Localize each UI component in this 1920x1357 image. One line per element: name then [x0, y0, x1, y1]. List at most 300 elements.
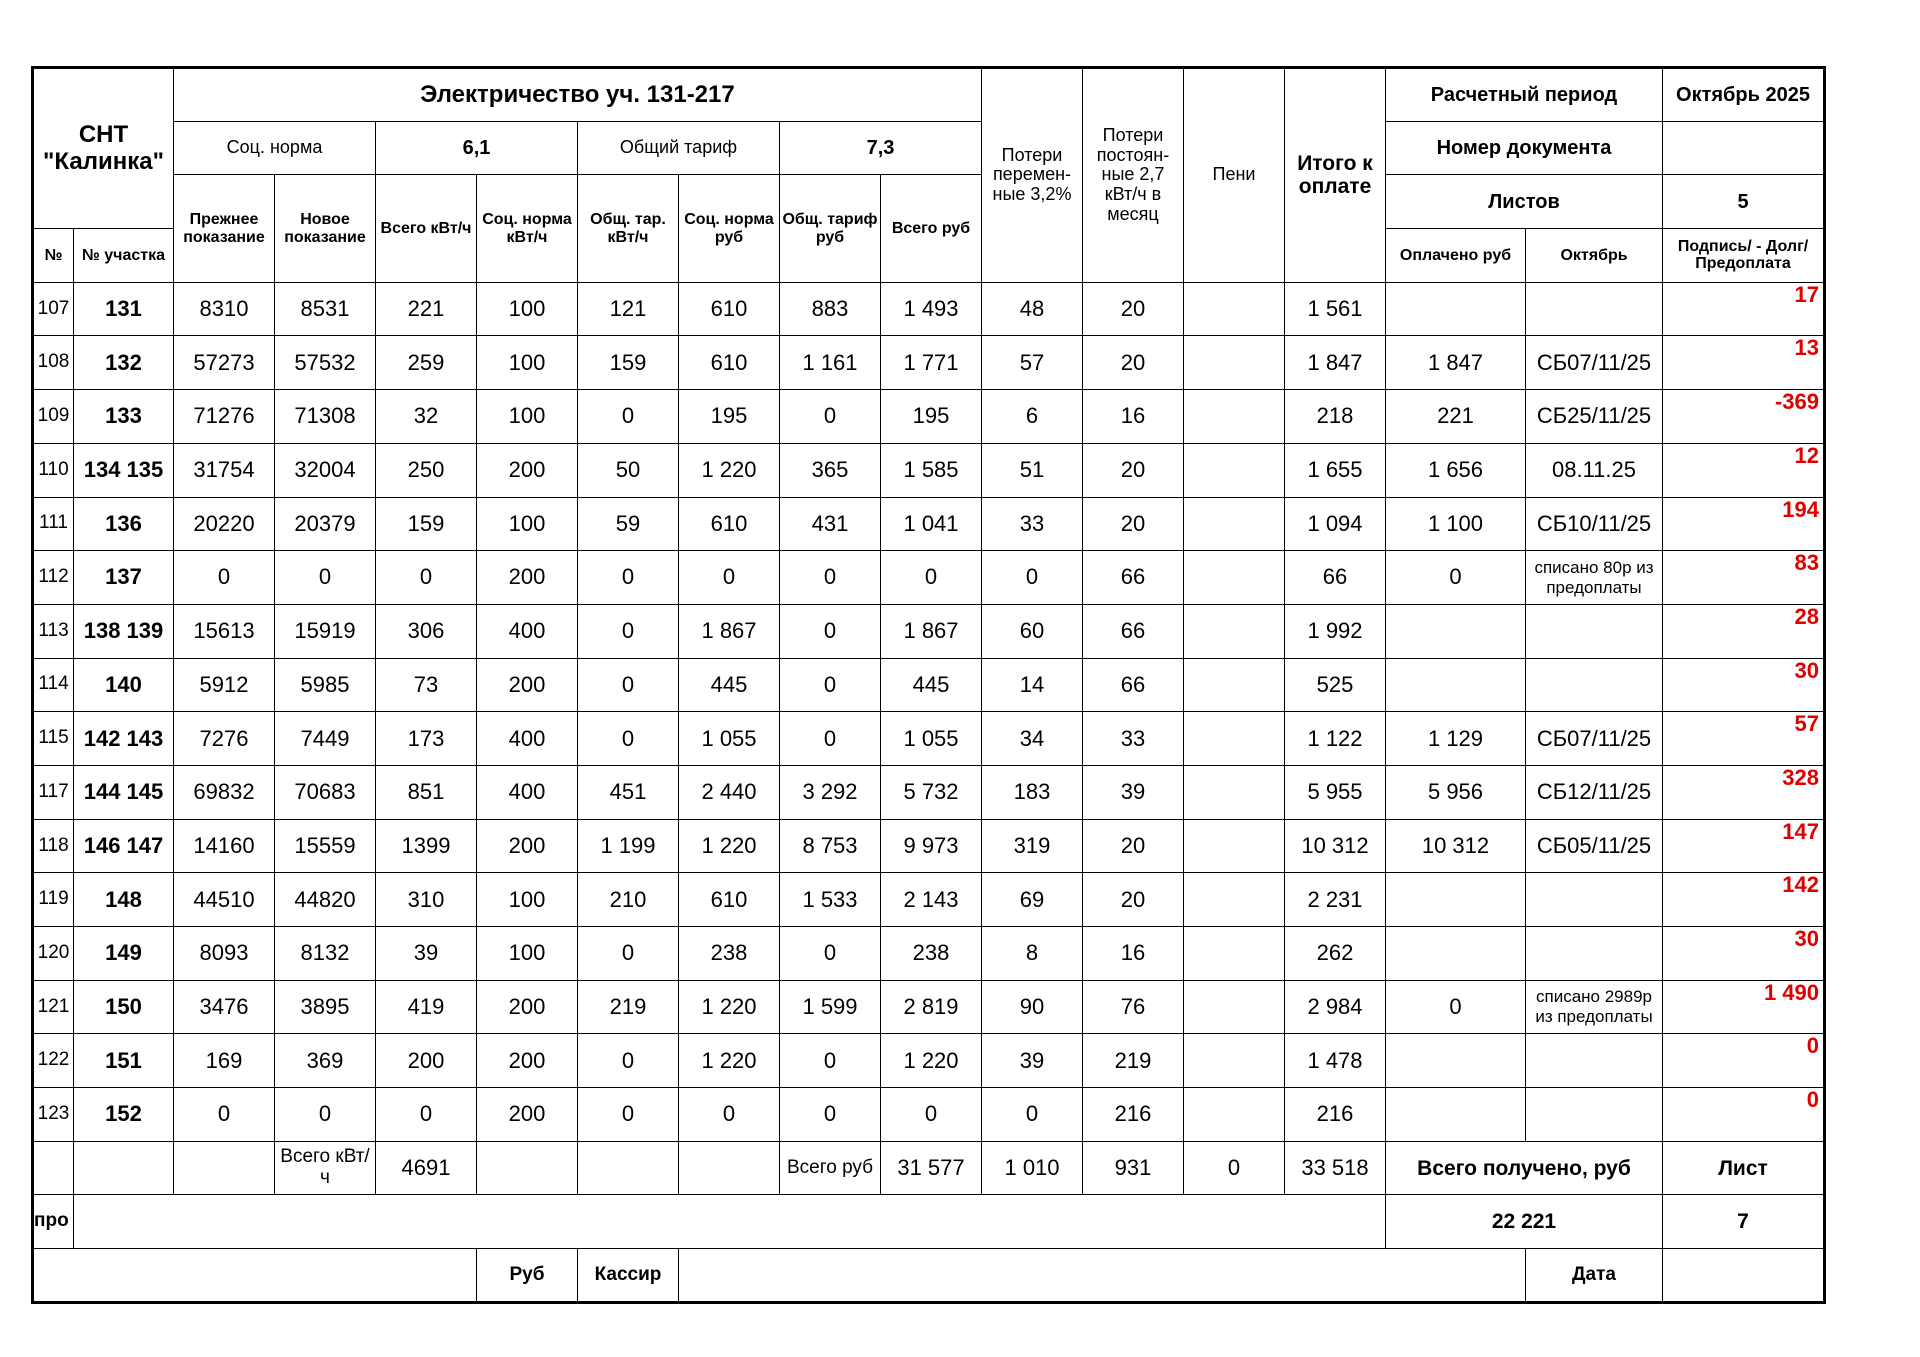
col-new-reading: Новое показание	[275, 175, 376, 282]
total-due: 216	[1285, 1088, 1386, 1142]
new-reading: 0	[275, 1088, 376, 1142]
prev-reading: 71276	[174, 390, 275, 444]
losses-const: 20	[1083, 873, 1184, 927]
total-kwh: 419	[376, 980, 477, 1034]
losses-const: 33	[1083, 712, 1184, 766]
gen-kwh: 0	[578, 390, 679, 444]
total-kwh: 310	[376, 873, 477, 927]
total-due: 218	[1285, 390, 1386, 444]
col-prev-reading: Прежнее показание	[174, 175, 275, 282]
new-reading: 5985	[275, 658, 376, 712]
soc-norm-value: 6,1	[376, 121, 578, 175]
paid-rub: 1 129	[1386, 712, 1526, 766]
total-rub: 0	[881, 551, 982, 605]
table-row	[33, 336, 1825, 390]
header-total-due: Итого к оплате	[1285, 68, 1386, 283]
signature-blank	[33, 1249, 477, 1303]
penalty	[1184, 551, 1285, 605]
soc-rub: 2 440	[679, 765, 780, 819]
table-row	[33, 873, 1825, 927]
gen-kwh: 59	[578, 497, 679, 551]
col-soc-kwh: Соц. норма кВт/ч	[477, 175, 578, 282]
payment-note	[1526, 604, 1663, 658]
total-due: 2 231	[1285, 873, 1386, 927]
payment-note: СБ10/11/25	[1526, 497, 1663, 551]
losses-var: 39	[982, 1034, 1083, 1088]
soc-rub: 1 220	[679, 1034, 780, 1088]
balance: 83	[1663, 551, 1825, 605]
balance: 194	[1663, 497, 1825, 551]
plot-number: 132	[74, 336, 174, 390]
total-kwh: 159	[376, 497, 477, 551]
payment-note: списано 2989р из предоплаты	[1526, 980, 1663, 1034]
total-due: 1 992	[1285, 604, 1386, 658]
losses-var: 8	[982, 927, 1083, 981]
period-label: Расчетный период	[1386, 68, 1663, 122]
totals-kwh: 4691	[376, 1141, 477, 1195]
soc-kwh: 200	[477, 1088, 578, 1142]
losses-const: 39	[1083, 765, 1184, 819]
balance: 28	[1663, 604, 1825, 658]
sheet-number: 7	[1663, 1195, 1825, 1249]
soc-norm-label: Соц. норма	[174, 121, 376, 175]
empty-cell	[578, 1141, 679, 1195]
totals-kwh-label: Всего кВт/ч	[275, 1141, 376, 1195]
soc-rub: 238	[679, 927, 780, 981]
total-rub: 2 819	[881, 980, 982, 1034]
totals-rub: 31 577	[881, 1141, 982, 1195]
total-kwh: 306	[376, 604, 477, 658]
prev-reading: 5912	[174, 658, 275, 712]
losses-const: 20	[1083, 819, 1184, 873]
total-due: 1 847	[1285, 336, 1386, 390]
soc-kwh: 400	[477, 712, 578, 766]
paid-rub	[1386, 1088, 1526, 1142]
gen-kwh: 0	[578, 551, 679, 605]
org-name: СНТ "Калинка"	[33, 68, 174, 229]
gen-rub: 0	[780, 712, 881, 766]
new-reading: 8132	[275, 927, 376, 981]
losses-const: 20	[1083, 282, 1184, 336]
paid-rub	[1386, 282, 1526, 336]
total-due: 1 655	[1285, 443, 1386, 497]
plot-number: 137	[74, 551, 174, 605]
penalty	[1184, 282, 1285, 336]
gen-kwh: 451	[578, 765, 679, 819]
total-due: 1 561	[1285, 282, 1386, 336]
penalty	[1184, 712, 1285, 766]
soc-rub: 1 055	[679, 712, 780, 766]
total-rub: 195	[881, 390, 982, 444]
soc-rub: 1 867	[679, 604, 780, 658]
new-reading: 7449	[275, 712, 376, 766]
gen-kwh: 121	[578, 282, 679, 336]
total-rub: 445	[881, 658, 982, 712]
plot-number: 149	[74, 927, 174, 981]
losses-var: 90	[982, 980, 1083, 1034]
totals-penalty: 0	[1184, 1141, 1285, 1195]
losses-var: 57	[982, 336, 1083, 390]
total-due: 66	[1285, 551, 1386, 605]
received-label: Всего получено, руб	[1386, 1141, 1663, 1195]
gen-rub: 0	[780, 551, 881, 605]
prev-reading: 20220	[174, 497, 275, 551]
gen-rub: 1 161	[780, 336, 881, 390]
table-row	[33, 282, 1825, 336]
paid-rub: 5 956	[1386, 765, 1526, 819]
paid-rub: 0	[1386, 551, 1526, 605]
total-due: 2 984	[1285, 980, 1386, 1034]
total-rub: 1 041	[881, 497, 982, 551]
prev-reading: 69832	[174, 765, 275, 819]
table-row	[33, 712, 1825, 766]
gen-kwh: 0	[578, 1034, 679, 1088]
losses-const: 66	[1083, 551, 1184, 605]
plot-number: 136	[74, 497, 174, 551]
balance: 17	[1663, 282, 1825, 336]
plot-number: 142 143	[74, 712, 174, 766]
paid-rub: 0	[1386, 980, 1526, 1034]
balance: 30	[1663, 927, 1825, 981]
total-kwh: 1399	[376, 819, 477, 873]
plot-number: 138 139	[74, 604, 174, 658]
table-row	[33, 443, 1825, 497]
penalty	[1184, 980, 1285, 1034]
sheet-title: Электричество уч. 131-217	[174, 68, 982, 122]
gen-rub: 0	[780, 1034, 881, 1088]
gen-kwh: 0	[578, 1088, 679, 1142]
gen-rub: 1 533	[780, 873, 881, 927]
losses-const: 20	[1083, 497, 1184, 551]
gen-kwh: 1 199	[578, 819, 679, 873]
losses-var: 60	[982, 604, 1083, 658]
losses-const: 76	[1083, 980, 1184, 1034]
losses-const: 16	[1083, 927, 1184, 981]
penalty	[1184, 497, 1285, 551]
empty-cell	[33, 1141, 74, 1195]
losses-var: 51	[982, 443, 1083, 497]
row-number: 107	[33, 282, 74, 336]
cashier-label: Кассир	[578, 1249, 679, 1303]
balance: 328	[1663, 765, 1825, 819]
table-row	[33, 819, 1825, 873]
total-kwh: 200	[376, 1034, 477, 1088]
totals-due: 33 518	[1285, 1141, 1386, 1195]
balance: 30	[1663, 658, 1825, 712]
empty-cell	[477, 1141, 578, 1195]
payment-note	[1526, 927, 1663, 981]
row-number: 114	[33, 658, 74, 712]
new-reading: 70683	[275, 765, 376, 819]
footer-blank	[74, 1195, 1386, 1249]
plot-number: 144 145	[74, 765, 174, 819]
table-row	[33, 1034, 1825, 1088]
gen-rub: 365	[780, 443, 881, 497]
total-kwh: 0	[376, 1088, 477, 1142]
col-gen-rub: Общ. тариф руб	[780, 175, 881, 282]
empty-cell	[74, 1141, 174, 1195]
plot-number: 151	[74, 1034, 174, 1088]
penalty	[1184, 390, 1285, 444]
soc-rub: 610	[679, 336, 780, 390]
gen-kwh: 0	[578, 604, 679, 658]
row-number: 115	[33, 712, 74, 766]
payment-note: списано 80р из предоплаты	[1526, 551, 1663, 605]
total-kwh: 250	[376, 443, 477, 497]
losses-const: 219	[1083, 1034, 1184, 1088]
soc-kwh: 200	[477, 819, 578, 873]
col-sign: Подпись/ - Долг/Предоплата	[1663, 229, 1825, 283]
doc-number-label: Номер документа	[1386, 121, 1663, 175]
total-kwh: 851	[376, 765, 477, 819]
soc-rub: 0	[679, 1088, 780, 1142]
prev-reading: 8093	[174, 927, 275, 981]
plot-number: 146 147	[74, 819, 174, 873]
soc-rub: 1 220	[679, 819, 780, 873]
row-number: 112	[33, 551, 74, 605]
losses-var: 14	[982, 658, 1083, 712]
total-rub: 5 732	[881, 765, 982, 819]
penalty	[1184, 443, 1285, 497]
table-row	[33, 927, 1825, 981]
total-rub: 1 493	[881, 282, 982, 336]
plot-number: 148	[74, 873, 174, 927]
payment-note: СБ12/11/25	[1526, 765, 1663, 819]
totals-losses-const: 931	[1083, 1141, 1184, 1195]
new-reading: 3895	[275, 980, 376, 1034]
plot-number: 134 135	[74, 443, 174, 497]
soc-rub: 610	[679, 497, 780, 551]
empty-cell	[679, 1141, 780, 1195]
gen-kwh: 159	[578, 336, 679, 390]
paid-rub	[1386, 873, 1526, 927]
total-due: 1 122	[1285, 712, 1386, 766]
penalty	[1184, 873, 1285, 927]
total-due: 525	[1285, 658, 1386, 712]
losses-var: 33	[982, 497, 1083, 551]
sheet-label: Лист	[1663, 1141, 1825, 1195]
balance: 0	[1663, 1034, 1825, 1088]
row-number: 119	[33, 873, 74, 927]
gen-kwh: 219	[578, 980, 679, 1034]
losses-const: 66	[1083, 658, 1184, 712]
total-rub: 1 867	[881, 604, 982, 658]
balance: 1 490	[1663, 980, 1825, 1034]
total-kwh: 73	[376, 658, 477, 712]
new-reading: 32004	[275, 443, 376, 497]
cashier-blank	[679, 1249, 1526, 1303]
plot-number: 140	[74, 658, 174, 712]
losses-var: 69	[982, 873, 1083, 927]
plot-number: 131	[74, 282, 174, 336]
col-month: Октябрь	[1526, 229, 1663, 283]
penalty	[1184, 1034, 1285, 1088]
losses-var: 48	[982, 282, 1083, 336]
col-total-rub: Всего руб	[881, 175, 982, 282]
soc-kwh: 400	[477, 765, 578, 819]
payment-note: СБ25/11/25	[1526, 390, 1663, 444]
total-kwh: 0	[376, 551, 477, 605]
gen-rub: 0	[780, 604, 881, 658]
gen-kwh: 0	[578, 658, 679, 712]
paid-rub	[1386, 927, 1526, 981]
table-row	[33, 497, 1825, 551]
header-losses-var: Потери перемен-ные 3,2%	[982, 68, 1083, 283]
penalty	[1184, 927, 1285, 981]
balance: 12	[1663, 443, 1825, 497]
total-rub: 0	[881, 1088, 982, 1142]
col-plot: № участка	[74, 229, 174, 283]
new-reading: 57532	[275, 336, 376, 390]
new-reading: 15919	[275, 604, 376, 658]
balance: -369	[1663, 390, 1825, 444]
penalty	[1184, 765, 1285, 819]
soc-kwh: 200	[477, 658, 578, 712]
paid-rub: 10 312	[1386, 819, 1526, 873]
footer-prefix: про	[33, 1195, 74, 1249]
period-value: Октябрь 2025	[1663, 68, 1825, 122]
gen-rub: 883	[780, 282, 881, 336]
soc-kwh: 200	[477, 443, 578, 497]
row-number: 120	[33, 927, 74, 981]
plot-number: 152	[74, 1088, 174, 1142]
row-number: 111	[33, 497, 74, 551]
prev-reading: 7276	[174, 712, 275, 766]
paid-rub: 221	[1386, 390, 1526, 444]
table-row	[33, 980, 1825, 1034]
total-due: 1 478	[1285, 1034, 1386, 1088]
signature-row	[33, 1249, 1825, 1303]
total-rub: 9 973	[881, 819, 982, 873]
payment-note	[1526, 282, 1663, 336]
gen-kwh: 0	[578, 927, 679, 981]
totals-losses-var: 1 010	[982, 1141, 1083, 1195]
tariff-label: Общий тариф	[578, 121, 780, 175]
date-label: Дата	[1526, 1249, 1663, 1303]
total-rub: 1 771	[881, 336, 982, 390]
payment-note	[1526, 658, 1663, 712]
losses-const: 16	[1083, 390, 1184, 444]
doc-number-value	[1663, 121, 1825, 175]
payment-note	[1526, 1088, 1663, 1142]
payment-note	[1526, 873, 1663, 927]
gen-kwh: 210	[578, 873, 679, 927]
soc-rub: 445	[679, 658, 780, 712]
gen-rub: 0	[780, 658, 881, 712]
soc-kwh: 100	[477, 282, 578, 336]
soc-rub: 0	[679, 551, 780, 605]
row-number: 117	[33, 765, 74, 819]
sheets-value: 5	[1663, 175, 1825, 229]
header-penalty: Пени	[1184, 68, 1285, 283]
penalty	[1184, 1088, 1285, 1142]
totals-rub-label: Всего руб	[780, 1141, 881, 1195]
soc-kwh: 100	[477, 390, 578, 444]
penalty	[1184, 604, 1285, 658]
losses-var: 0	[982, 551, 1083, 605]
received-total: 22 221	[1386, 1195, 1663, 1249]
total-rub: 2 143	[881, 873, 982, 927]
date-value	[1663, 1249, 1825, 1303]
gen-rub: 0	[780, 927, 881, 981]
soc-rub: 1 220	[679, 443, 780, 497]
table-row	[33, 765, 1825, 819]
balance: 147	[1663, 819, 1825, 873]
electricity-ledger-table	[31, 66, 1826, 1304]
plot-number: 133	[74, 390, 174, 444]
paid-rub	[1386, 1034, 1526, 1088]
total-due: 262	[1285, 927, 1386, 981]
col-no: №	[33, 229, 74, 283]
balance: 0	[1663, 1088, 1825, 1142]
gen-rub: 3 292	[780, 765, 881, 819]
soc-kwh: 200	[477, 551, 578, 605]
new-reading: 8531	[275, 282, 376, 336]
prev-reading: 31754	[174, 443, 275, 497]
gen-rub: 8 753	[780, 819, 881, 873]
losses-const: 216	[1083, 1088, 1184, 1142]
table-row	[33, 604, 1825, 658]
total-kwh: 32	[376, 390, 477, 444]
soc-kwh: 400	[477, 604, 578, 658]
total-rub: 1 585	[881, 443, 982, 497]
prev-reading: 57273	[174, 336, 275, 390]
total-rub: 1 055	[881, 712, 982, 766]
table-row	[33, 1088, 1825, 1142]
sheets-label: Листов	[1386, 175, 1663, 229]
payment-note: СБ07/11/25	[1526, 712, 1663, 766]
new-reading: 0	[275, 551, 376, 605]
header-losses-const: Потери постоян-ные 2,7 кВт/ч в месяц	[1083, 68, 1184, 283]
losses-var: 319	[982, 819, 1083, 873]
table-row	[33, 551, 1825, 605]
rub-label: Руб	[477, 1249, 578, 1303]
soc-rub: 610	[679, 873, 780, 927]
totals-row	[33, 1141, 1825, 1195]
soc-kwh: 100	[477, 927, 578, 981]
losses-const: 20	[1083, 336, 1184, 390]
penalty	[1184, 336, 1285, 390]
soc-rub: 195	[679, 390, 780, 444]
prev-reading: 169	[174, 1034, 275, 1088]
total-due: 5 955	[1285, 765, 1386, 819]
row-number: 108	[33, 336, 74, 390]
col-total-kwh: Всего кВт/ч	[376, 175, 477, 282]
soc-rub: 1 220	[679, 980, 780, 1034]
row-number: 118	[33, 819, 74, 873]
total-due: 1 094	[1285, 497, 1386, 551]
table-row	[33, 658, 1825, 712]
soc-kwh: 100	[477, 873, 578, 927]
gen-kwh: 0	[578, 712, 679, 766]
gen-rub: 1 599	[780, 980, 881, 1034]
total-kwh: 259	[376, 336, 477, 390]
new-reading: 369	[275, 1034, 376, 1088]
losses-var: 183	[982, 765, 1083, 819]
total-kwh: 173	[376, 712, 477, 766]
total-kwh: 39	[376, 927, 477, 981]
tariff-value: 7,3	[780, 121, 982, 175]
losses-var: 34	[982, 712, 1083, 766]
losses-var: 0	[982, 1088, 1083, 1142]
total-rub: 238	[881, 927, 982, 981]
prev-reading: 15613	[174, 604, 275, 658]
col-paid: Оплачено руб	[1386, 229, 1526, 283]
new-reading: 71308	[275, 390, 376, 444]
gen-rub: 431	[780, 497, 881, 551]
prev-reading: 8310	[174, 282, 275, 336]
footer-row	[33, 1195, 1825, 1249]
